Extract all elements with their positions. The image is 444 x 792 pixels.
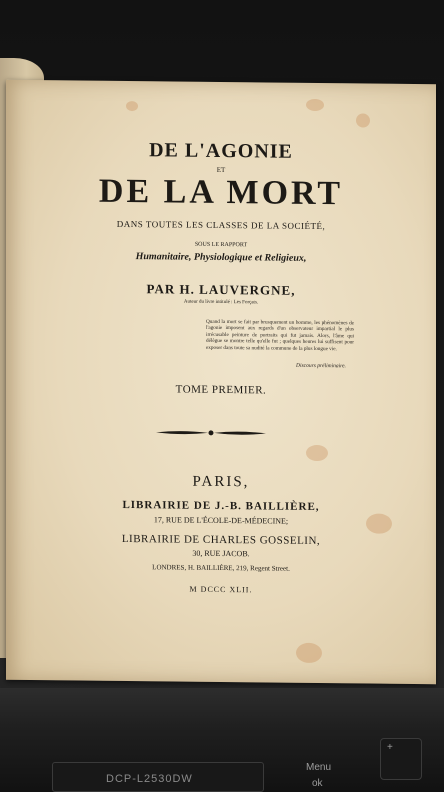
title-line-2: DE LA MORT	[98, 172, 344, 213]
title-page	[6, 80, 436, 685]
aspects-line: Humanitaire, Physiologique et Religieux,	[135, 251, 307, 264]
foxing-spot	[306, 99, 324, 111]
printer-menu-button[interactable]: Menu	[306, 762, 332, 773]
printer-plus-label: +	[387, 742, 393, 753]
publisher-2-address: 30, RUE JACOB.	[192, 548, 250, 559]
foxing-spot	[126, 101, 138, 111]
author-note: Auteur du livre intitulé : Les Forçats.	[183, 299, 259, 306]
printer-model-label: DCP-L2530DW	[106, 773, 193, 785]
foxing-spot	[296, 643, 322, 663]
epigraph-quote: Quand la mort se fait par brusquement un homme, les phénomènes de l'agonie imposent aux regards d'un observateur impartial le plus irrécusable peinture de portraits qui fut jamais. Alors, l'âme qui délègue se montre telle qu'elle fut ; quelques heures lui suffisent pour exposer dans toute sa nudité la commune de la plus longue vie.	[206, 318, 354, 352]
ornament-divider	[156, 427, 266, 438]
rapport-label: SOUS LE RAPPORT	[194, 241, 248, 249]
publisher-2: LIBRAIRIE DE CHARLES GOSSELIN,	[121, 532, 321, 548]
publisher-1: LIBRAIRIE DE J.-B. BAILLIÈRE,	[122, 498, 320, 514]
printer-body	[0, 688, 444, 790]
volume-label: TOME PREMIER.	[175, 383, 267, 397]
printer-ok-label: ok	[312, 778, 323, 789]
title-line-1: DE L'AGONIE	[149, 139, 293, 163]
publisher-1-address: 17, RUE DE L'ÉCOLE-DE-MÉDECINE;	[153, 515, 289, 526]
subtitle: DANS TOUTES LES CLASSES DE LA SOCIÉTÉ,	[116, 218, 326, 232]
foxing-spot	[306, 445, 328, 461]
london-imprint: LONDRES, H. BAILLIÈRE, 219, Regent Street.	[152, 563, 290, 573]
publication-year: M DCCC XLII.	[189, 584, 253, 595]
author-name: PAR H. LAUVERGNE,	[146, 281, 296, 298]
imprint-city: PARIS,	[192, 473, 250, 491]
epigraph-source: Discours préliminaire.	[296, 362, 346, 370]
foxing-spot	[356, 113, 370, 127]
title-conjunction: ET	[216, 165, 226, 175]
